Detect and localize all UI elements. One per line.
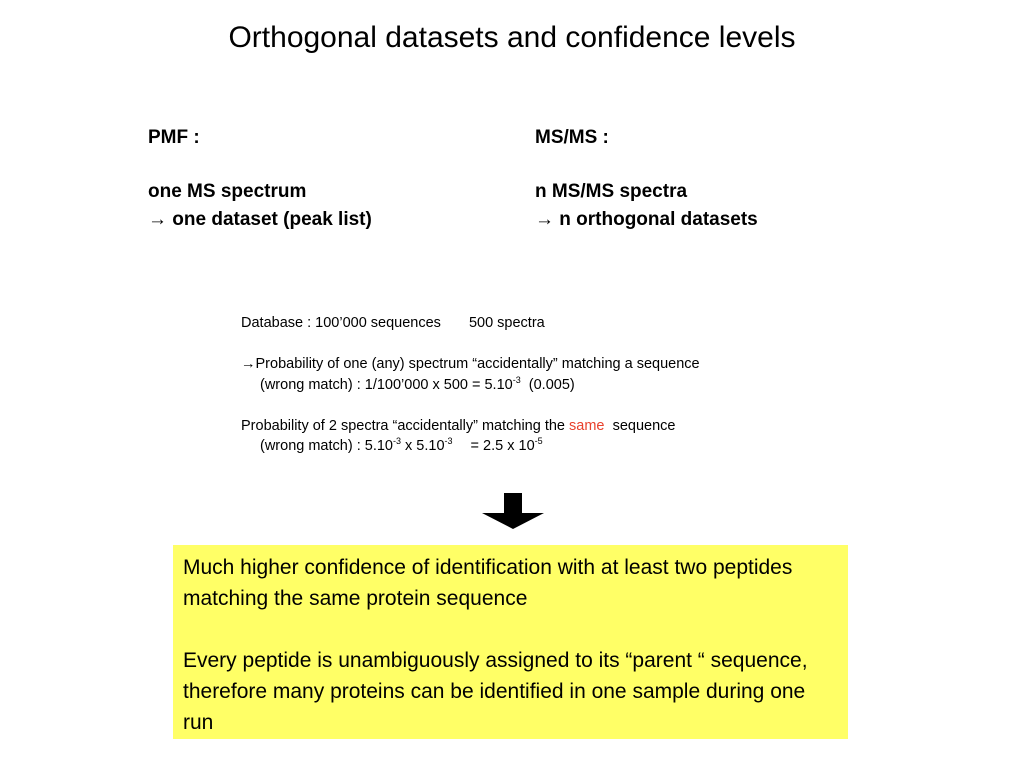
- probability-two-detail: [241, 436, 700, 457]
- probability-one-line: [241, 354, 700, 375]
- right-arrow-icon: →: [148, 209, 167, 230]
- probability-one-text: Probability of one (any) spectrum “accidentally” matching a sequence: [255, 356, 700, 372]
- spacer: [535, 152, 758, 178]
- exponent: -3: [444, 436, 453, 447]
- pmf-line-2: [148, 206, 372, 234]
- pmf-column: [148, 124, 372, 234]
- exponent: -3: [512, 374, 521, 385]
- conclusion-paragraph-2: Every peptide is unambiguously assigned to its “parent “ sequence, therefore many proteins can be identified in one sample during one run: [183, 649, 808, 734]
- msms-line-2-text: n orthogonal datasets: [559, 209, 758, 230]
- msms-heading: MS/MS :: [535, 127, 609, 148]
- probability-two-line: [241, 416, 700, 437]
- probability-two-suffix: sequence: [612, 417, 676, 434]
- spacer: [148, 152, 372, 178]
- spacer: [241, 334, 700, 355]
- probability-one-detail: [241, 375, 700, 396]
- spectra-label: 500 spectra: [468, 315, 545, 331]
- probability-two-formula: (wrong match) : 5.10: [260, 438, 393, 454]
- exponent: -5: [534, 436, 543, 447]
- conclusion-box: [173, 545, 848, 739]
- right-arrow-icon: →: [535, 209, 554, 230]
- highlighted-word-same: same: [569, 417, 605, 434]
- probability-two-text: Probability of 2 spectra “accidentally” matching the: [241, 417, 570, 434]
- conclusion-paragraph-1: Much higher confidence of identification with at least two peptides matching the same protein sequence: [183, 556, 793, 610]
- down-arrow-icon: [482, 493, 544, 529]
- probability-one-formula: (wrong match) : 1/100’000 x 500 = 5.10: [260, 376, 513, 393]
- right-arrow-icon: →: [241, 356, 256, 372]
- probability-two-multiply: x 5.10: [401, 438, 445, 454]
- pmf-heading: PMF :: [148, 127, 200, 148]
- msms-line-2: [535, 206, 758, 234]
- exponent: -3: [392, 436, 401, 447]
- database-label: Database : 100’000 sequences: [241, 315, 441, 331]
- database-line: [241, 313, 700, 334]
- pmf-line-2-text: one dataset (peak list): [172, 209, 372, 230]
- msms-column: [535, 124, 758, 234]
- probability-one-decimal: (0.005): [528, 376, 575, 393]
- spacer: [183, 614, 838, 645]
- spacer: [241, 395, 700, 416]
- pmf-line-1: one MS spectrum: [148, 181, 307, 202]
- probability-calculation: [241, 313, 700, 457]
- down-arrow-shape: [482, 493, 544, 529]
- msms-line-1: n MS/MS spectra: [535, 181, 688, 202]
- slide-title: Orthogonal datasets and confidence levels: [228, 21, 796, 54]
- probability-two-result: = 2.5 x 10: [470, 438, 535, 454]
